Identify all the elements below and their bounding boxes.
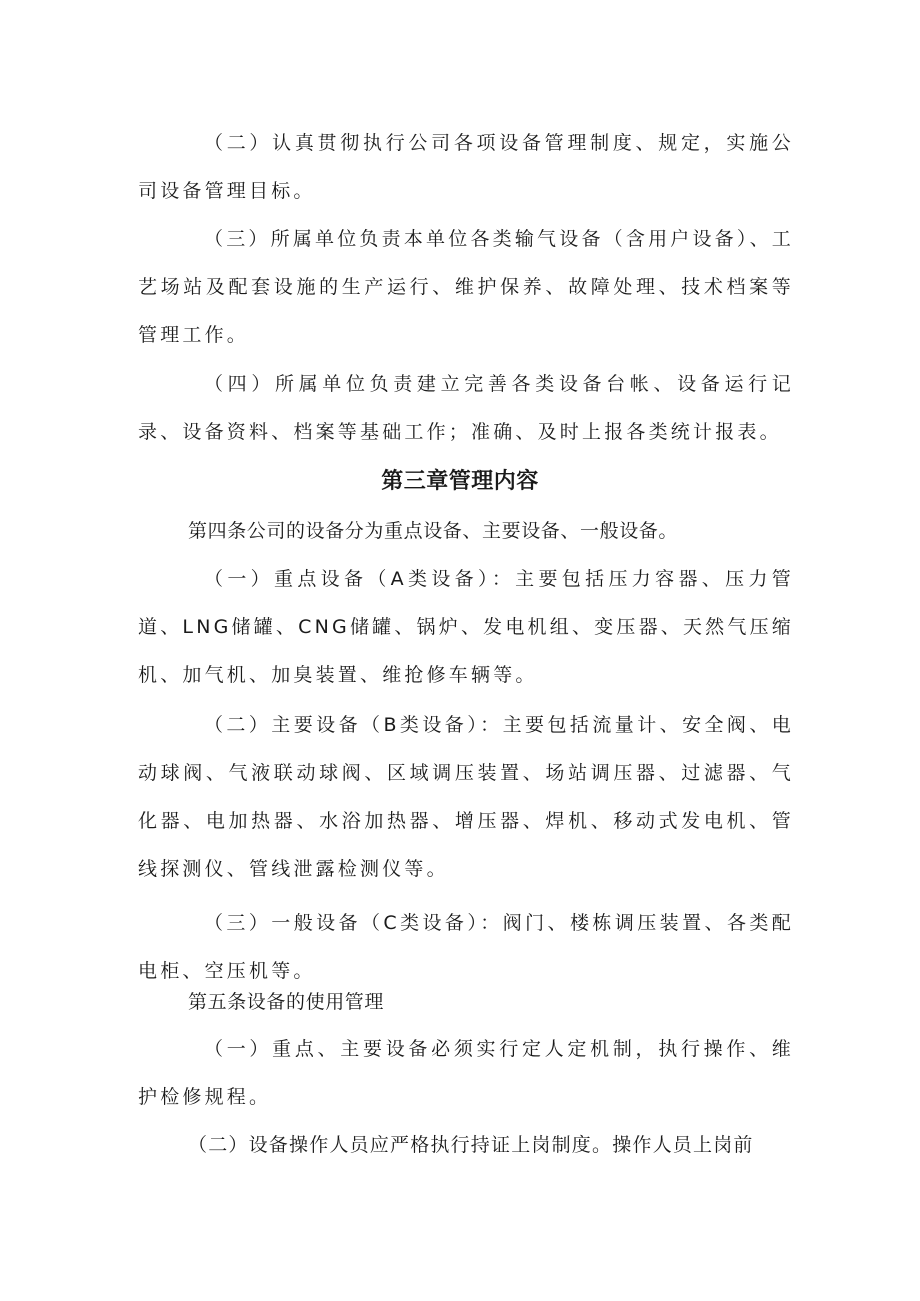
article-five: 第五条设备的使用管理	[188, 991, 385, 1013]
paragraph-use-two: （二）设备操作人员应严格执行持证上岗制度。操作人员上岗前	[188, 1134, 754, 1156]
article-four: 第四条公司的设备分为重点设备、主要设备、一般设备。	[188, 520, 679, 542]
paragraph-use-one: （一）重点、主要设备必须实行定人定机制，执行操作、维护检修规程。	[138, 1038, 794, 1108]
paragraph-unit-responsibility: （三）所属单位负责本单位各类输气设备（含用户设备）、工艺场站及配套设施的生产运行、维护保养、故障处理、技术档案等管理工作。	[138, 228, 794, 346]
paragraph-implement-policies: （二）认真贯彻执行公司各项设备管理制度、规定，实施公司设备管理目标。	[138, 132, 794, 202]
paragraph-class-c: （三）一般设备（C类设备）：阀门、楼栋调压装置、各类配电柜、空压机等。	[138, 912, 794, 982]
chapter-heading: 第三章管理内容	[381, 469, 539, 494]
paragraph-class-a: （一）重点设备（A类设备）：主要包括压力容器、压力管道、LNG储罐、CNG储罐、锅炉、发电机组、变压器、天然气压缩机、加气机、加臭装置、维抢修车辆等。	[138, 568, 794, 686]
paragraph-class-b: （二）主要设备（B类设备）：主要包括流量计、安全阀、电动球阀、气液联动球阀、区域调压装置、场站调压器、过滤器、气化器、电加热器、水浴加热器、增压器、焊机、移动式发电机、管线探测仪、管线泄露检测仪等。	[138, 714, 794, 880]
paragraph-records: （四）所属单位负责建立完善各类设备台帐、设备运行记录、设备资料、档案等基础工作；准确、及时上报各类统计报表。	[138, 373, 794, 443]
